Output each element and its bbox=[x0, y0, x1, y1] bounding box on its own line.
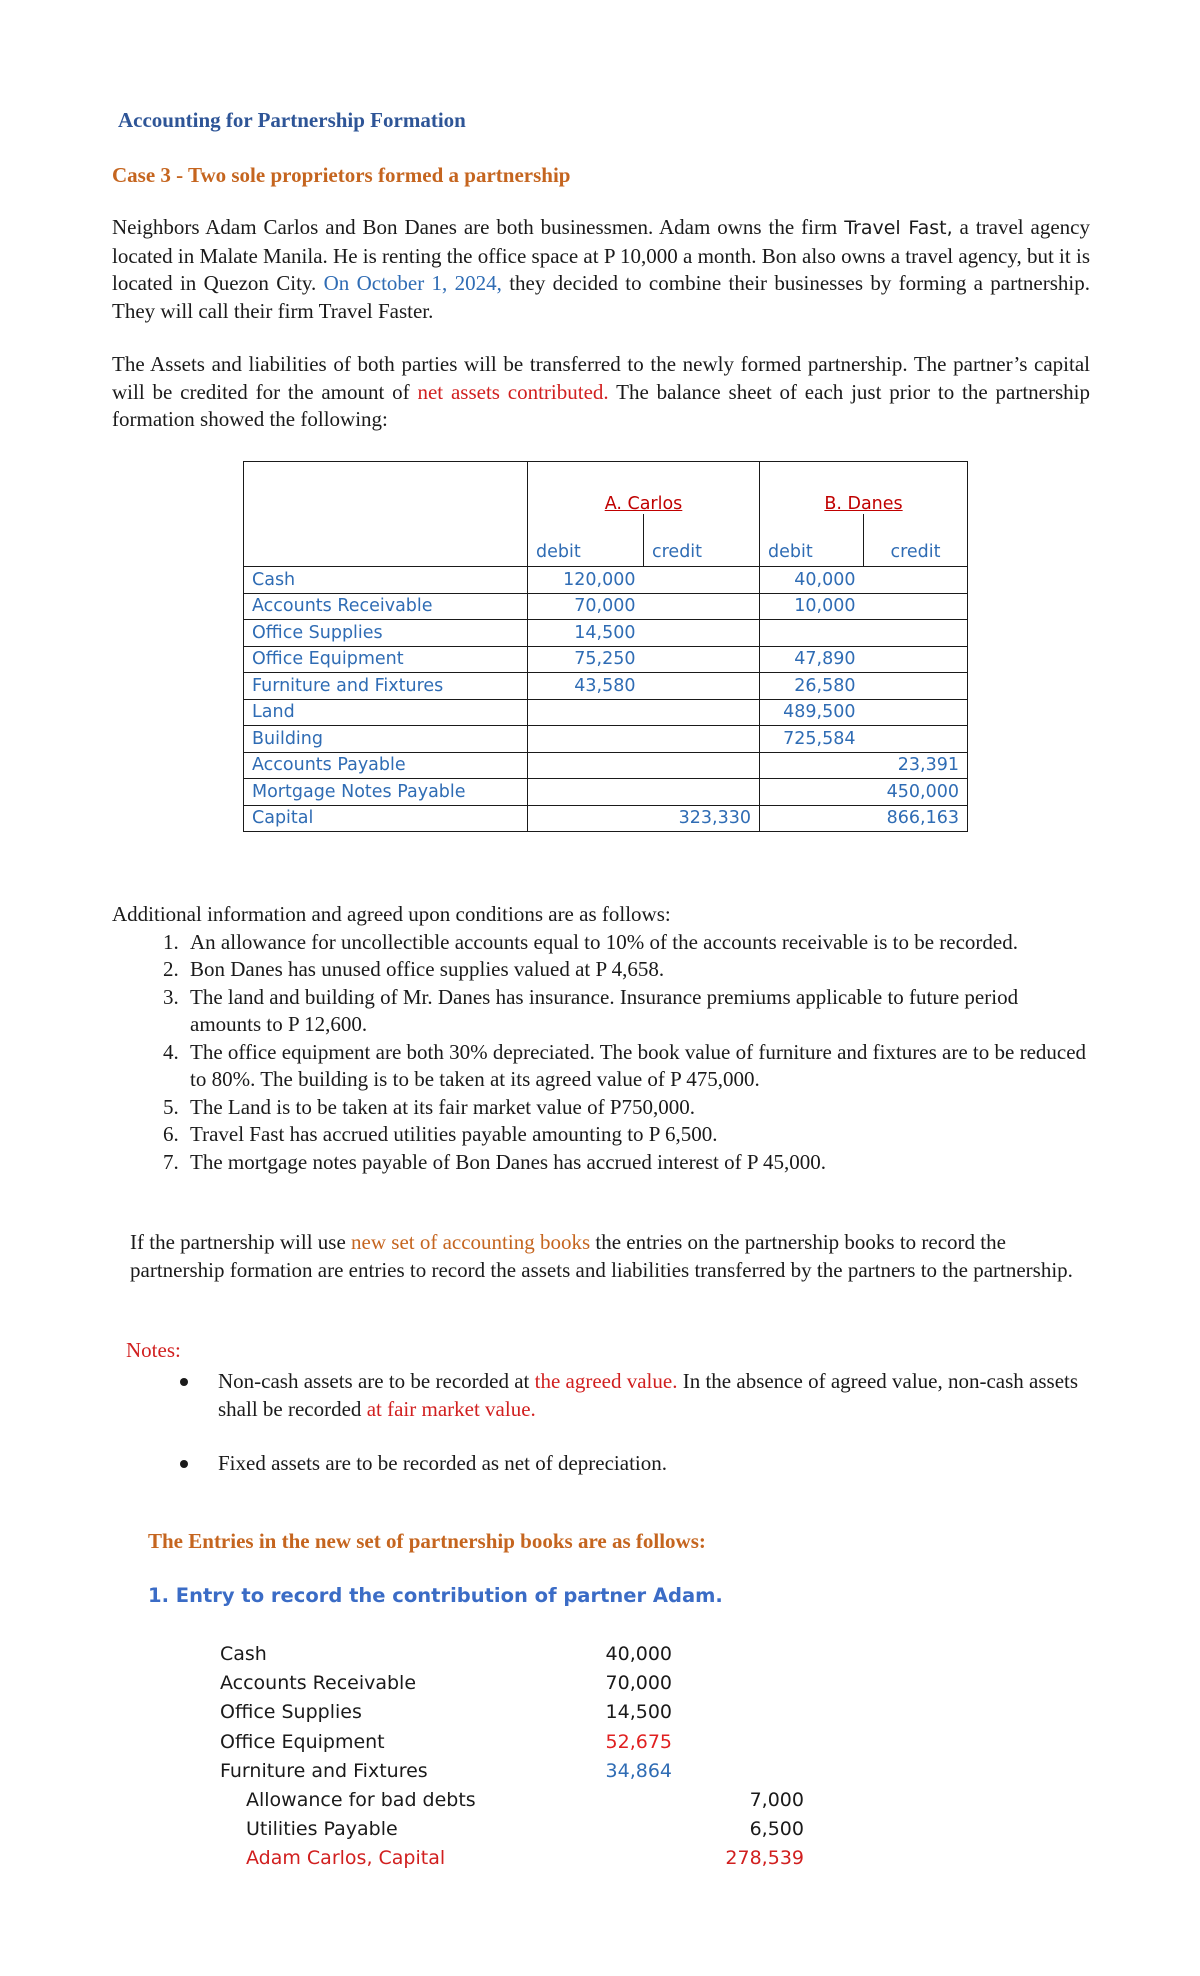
note-item: Fixed assets are to be recorded as net of depreciation. bbox=[180, 1450, 1106, 1478]
conditions-list bbox=[112, 929, 1092, 1177]
bs-account: Accounts Payable bbox=[244, 752, 528, 779]
formation-date: On October 1, 2024, bbox=[323, 271, 502, 295]
bs-b-debit bbox=[760, 620, 864, 647]
bs-b-credit bbox=[864, 673, 968, 700]
condition-item: 4. The office equipment are both 30% depreciated. The book value of furniture and fixtures are to be reduced to 80%. The building is to be taken at its agreed value of P 475,000. bbox=[184, 1039, 1092, 1094]
bs-b-credit: 23,391 bbox=[864, 752, 968, 779]
je-credit-account: Allowance for bad debts bbox=[246, 1789, 476, 1811]
a-debit-header: debit bbox=[536, 542, 581, 562]
balance-sheet-table bbox=[243, 461, 968, 832]
bs-b-debit bbox=[760, 805, 864, 832]
bs-b-credit bbox=[864, 567, 968, 594]
b-debit-header: debit bbox=[768, 542, 813, 562]
je-credit-amount: 278,539 bbox=[725, 1847, 804, 1870]
bs-b-debit: 725,584 bbox=[760, 726, 864, 753]
bs-b-credit: 866,163 bbox=[864, 805, 968, 832]
bs-row bbox=[244, 699, 968, 726]
bs-debit-credit-row bbox=[244, 538, 968, 567]
bs-a-debit: 43,580 bbox=[528, 673, 644, 700]
bs-row bbox=[244, 752, 968, 779]
je-credit-account: Adam Carlos, Capital bbox=[246, 1847, 446, 1870]
bs-a-credit bbox=[644, 593, 760, 620]
bullet-icon bbox=[180, 1460, 188, 1468]
bs-row bbox=[244, 567, 968, 594]
additional-info bbox=[112, 901, 1092, 1176]
bs-a-credit bbox=[644, 646, 760, 673]
bs-a-debit: 14,500 bbox=[528, 620, 644, 647]
bs-row bbox=[244, 673, 968, 700]
intro-paragraph-1: Neighbors Adam Carlos and Bon Danes are both businessmen. Adam owns the firm Travel Fast, a travel agency located in Malate Manila. He is renting the office space at P 10,000 a month. Bon also owns a travel agency, but it is located in Quezon City. On October 1, 2024, they decided to combine their businesses by forming a partnership. They will call their firm Travel Faster. bbox=[112, 215, 1090, 323]
note-item: Non-cash assets are to be recorded at the agreed value. In the absence of agreed value, non-cash assets shall be recorded at fair market value. bbox=[180, 1368, 1106, 1423]
je-debit-amount: 52,675 bbox=[605, 1730, 672, 1753]
bs-account: Building bbox=[244, 726, 528, 753]
bs-account: Cash bbox=[244, 567, 528, 594]
bs-row bbox=[244, 805, 968, 832]
bullet-icon bbox=[180, 1378, 188, 1386]
condition-item: 7. The mortgage notes payable of Bon Danes has accrued interest of P 45,000. bbox=[184, 1149, 1092, 1177]
bs-account: Capital bbox=[244, 805, 528, 832]
document-title: Accounting for Partnership Formation bbox=[118, 108, 466, 132]
intro-paragraph-2: The Assets and liabilities of both parties will be transferred to the newly formed partnership. The partner’s capital will be credited for the amount of net assets contributed. The balance sheet of each just prior to the partnership formation showed the following: bbox=[112, 352, 1090, 431]
bs-a-debit bbox=[528, 699, 644, 726]
bs-a-credit bbox=[644, 779, 760, 806]
je-debit-account: Office Supplies bbox=[220, 1701, 362, 1724]
bs-a-debit bbox=[528, 752, 644, 779]
bs-a-debit bbox=[528, 779, 644, 806]
bs-a-debit: 120,000 bbox=[528, 567, 644, 594]
bs-row bbox=[244, 646, 968, 673]
bs-account: Accounts Receivable bbox=[244, 593, 528, 620]
je-credit-amount: 7,000 bbox=[749, 1789, 804, 1811]
bs-a-debit: 70,000 bbox=[528, 593, 644, 620]
partner-a-header: A. Carlos bbox=[604, 494, 683, 514]
bs-account: Office Supplies bbox=[244, 620, 528, 647]
bs-account: Office Equipment bbox=[244, 646, 528, 673]
bs-b-debit bbox=[760, 779, 864, 806]
bs-a-credit bbox=[644, 673, 760, 700]
additional-info-intro: Additional information and agreed upon conditions are as follows: bbox=[112, 902, 671, 926]
bs-b-credit: 450,000 bbox=[864, 779, 968, 806]
je-debit-amount: 70,000 bbox=[605, 1672, 672, 1695]
bs-a-debit bbox=[528, 805, 644, 832]
bs-b-credit bbox=[864, 620, 968, 647]
bs-a-credit bbox=[644, 620, 760, 647]
bs-b-credit bbox=[864, 646, 968, 673]
books-paragraph: If the partnership will use new set of accounting books the entries on the partnership books to record the partnership formation are entries to record the assets and liabilities transferred by the partners to the partnership. bbox=[130, 1230, 1073, 1282]
bs-a-credit bbox=[644, 567, 760, 594]
firm-name: Travel Fast, bbox=[844, 217, 953, 239]
condition-item: 3. The land and building of Mr. Danes has insurance. Insurance premiums applicable to future period amounts to P 12,600. bbox=[184, 984, 1092, 1039]
je-debit-amount: 14,500 bbox=[605, 1701, 672, 1724]
bs-a-credit bbox=[644, 699, 760, 726]
a-credit-header: credit bbox=[652, 542, 703, 562]
bs-b-credit bbox=[864, 593, 968, 620]
je-credit-account: Utilities Payable bbox=[246, 1818, 398, 1841]
b-credit-header: credit bbox=[890, 542, 941, 562]
je-debit-account: Office Equipment bbox=[220, 1730, 385, 1753]
condition-item: 1. An allowance for uncollectible accounts equal to 10% of the accounts receivable is to be recorded. bbox=[184, 929, 1092, 957]
je-debit-account: Cash bbox=[220, 1643, 267, 1665]
je-credit-amount: 6,500 bbox=[749, 1818, 804, 1841]
case-heading: Case 3 - Two sole proprietors formed a partnership bbox=[112, 163, 571, 187]
condition-item: 2. Bon Danes has unused office supplies valued at P 4,658. bbox=[184, 956, 1092, 984]
bs-row bbox=[244, 726, 968, 753]
je-debit-account: Furniture and Fixtures bbox=[220, 1759, 428, 1782]
bs-b-debit: 26,580 bbox=[760, 673, 864, 700]
bs-a-credit bbox=[644, 726, 760, 753]
bs-a-credit: 323,330 bbox=[644, 805, 760, 832]
notes-label: Notes: bbox=[126, 1338, 181, 1362]
bs-account: Mortgage Notes Payable bbox=[244, 779, 528, 806]
je-debit-amount: 34,864 bbox=[605, 1759, 672, 1782]
je-debit-amount: 40,000 bbox=[605, 1643, 672, 1665]
bs-b-debit bbox=[760, 752, 864, 779]
bs-row bbox=[244, 779, 968, 806]
entry-1-heading: 1. Entry to record the contribution of partner Adam. bbox=[148, 1584, 723, 1607]
je-debit-account: Accounts Receivable bbox=[220, 1672, 417, 1695]
bs-account: Land bbox=[244, 699, 528, 726]
bs-b-debit: 489,500 bbox=[760, 699, 864, 726]
bs-b-credit bbox=[864, 699, 968, 726]
partner-b-header: B. Danes bbox=[824, 494, 903, 514]
condition-item: 5. The Land is to be taken at its fair market value of P750,000. bbox=[184, 1094, 1092, 1122]
entries-heading: The Entries in the new set of partnership books are as follows: bbox=[148, 1529, 706, 1553]
bs-partner-header-row bbox=[244, 462, 968, 515]
bs-b-credit bbox=[864, 726, 968, 753]
bs-row bbox=[244, 620, 968, 647]
notes-list bbox=[180, 1368, 1106, 1505]
bs-account: Furniture and Fixtures bbox=[244, 673, 528, 700]
bs-b-debit: 47,890 bbox=[760, 646, 864, 673]
bs-a-credit bbox=[644, 752, 760, 779]
bs-spacer-row bbox=[244, 514, 968, 538]
bs-row bbox=[244, 593, 968, 620]
condition-item: 6. Travel Fast has accrued utilities payable amounting to P 6,500. bbox=[184, 1121, 1092, 1149]
bs-b-debit: 10,000 bbox=[760, 593, 864, 620]
bs-a-debit: 75,250 bbox=[528, 646, 644, 673]
bs-a-debit bbox=[528, 726, 644, 753]
bs-b-debit: 40,000 bbox=[760, 567, 864, 594]
